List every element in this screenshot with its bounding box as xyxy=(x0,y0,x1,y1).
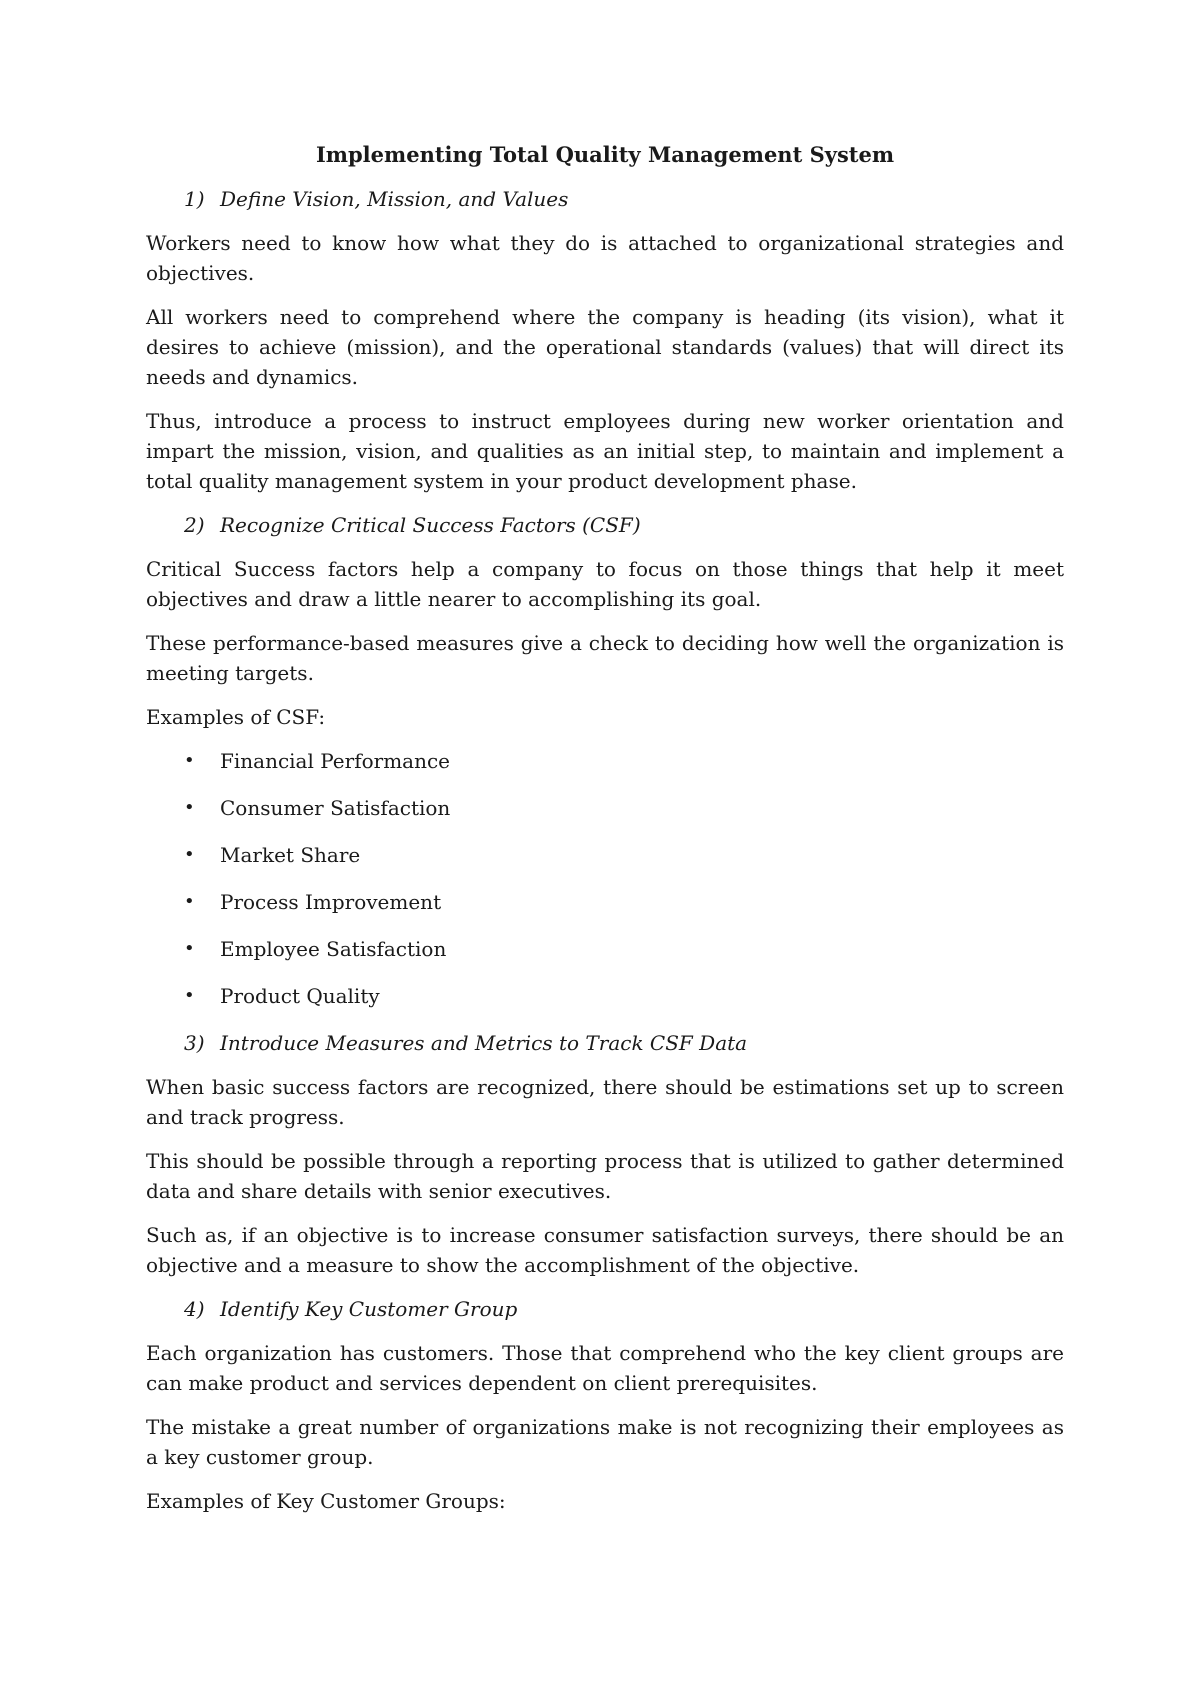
section-heading xyxy=(146,184,1064,214)
section-number: 1) xyxy=(184,187,205,211)
bullet-icon: • xyxy=(184,750,195,771)
section-heading-text: Identify Key Customer Group xyxy=(220,1297,518,1321)
paragraph: Workers need to know how what they do is attached to organizational strategies and objectives. xyxy=(146,231,1064,285)
bullet-icon: • xyxy=(184,891,195,912)
list-item-text: Consumer Satisfaction xyxy=(220,796,451,820)
document-body xyxy=(146,140,1064,1530)
document-title: Implementing Total Quality Management System xyxy=(315,142,895,167)
section-number: 3) xyxy=(184,1031,205,1055)
paragraph: All workers need to comprehend where the company is heading (its vision), what it desires to achieve (mission), and the operational standards (values) that will direct its needs and dynamics. xyxy=(146,305,1064,389)
bullet-icon: • xyxy=(184,938,195,959)
paragraph: Such as, if an objective is to increase consumer satisfaction surveys, there should be an objective and a measure to show the accomplishment of the objective. xyxy=(146,1223,1064,1277)
csf-bullet-list xyxy=(146,746,1064,1011)
paragraph: Critical Success factors help a company to focus on those things that help it meet objectives and draw a little nearer to accomplishing its goal. xyxy=(146,557,1064,611)
section-heading-text: Recognize Critical Success Factors (CSF) xyxy=(220,513,641,537)
paragraph: Examples of CSF: xyxy=(146,705,326,729)
list-item xyxy=(146,793,1064,823)
paragraph: Each organization has customers. Those that comprehend who the key client groups are can make product and services dependent on client prerequisites. xyxy=(146,1341,1064,1395)
list-item xyxy=(146,887,1064,917)
list-item-text: Product Quality xyxy=(220,984,380,1008)
paragraph: These performance-based measures give a check to deciding how well the organization is meeting targets. xyxy=(146,631,1064,685)
paragraph: This should be possible through a reporting process that is utilized to gather determined data and share details with senior executives. xyxy=(146,1149,1064,1203)
bullet-icon: • xyxy=(184,844,195,865)
list-item-text: Employee Satisfaction xyxy=(220,937,447,961)
list-item-text: Process Improvement xyxy=(220,890,442,914)
list-item xyxy=(146,934,1064,964)
section-heading-text: Define Vision, Mission, and Values xyxy=(220,187,569,211)
list-item xyxy=(146,840,1064,870)
list-item-text: Financial Performance xyxy=(220,749,450,773)
section-heading-text: Introduce Measures and Metrics to Track CSF Data xyxy=(220,1031,748,1055)
section-heading xyxy=(146,510,1064,540)
paragraph: Examples of Key Customer Groups: xyxy=(146,1489,506,1513)
section-number: 2) xyxy=(184,513,205,537)
section-heading xyxy=(146,1028,1064,1058)
paragraph: The mistake a great number of organizations make is not recognizing their employees as a key customer group. xyxy=(146,1415,1064,1469)
list-item-text: Market Share xyxy=(220,843,361,867)
list-item xyxy=(146,981,1064,1011)
list-item xyxy=(146,746,1064,776)
section-heading xyxy=(146,1294,1064,1324)
paragraph: Thus, introduce a process to instruct employees during new worker orientation and impart the mission, vision, and qualities as an initial step, to maintain and implement a total quality management system in your product development phase. xyxy=(146,409,1064,493)
paragraph: When basic success factors are recognized, there should be estimations set up to screen and track progress. xyxy=(146,1075,1064,1129)
bullet-icon: • xyxy=(184,985,195,1006)
bullet-icon: • xyxy=(184,797,195,818)
section-number: 4) xyxy=(184,1297,205,1321)
